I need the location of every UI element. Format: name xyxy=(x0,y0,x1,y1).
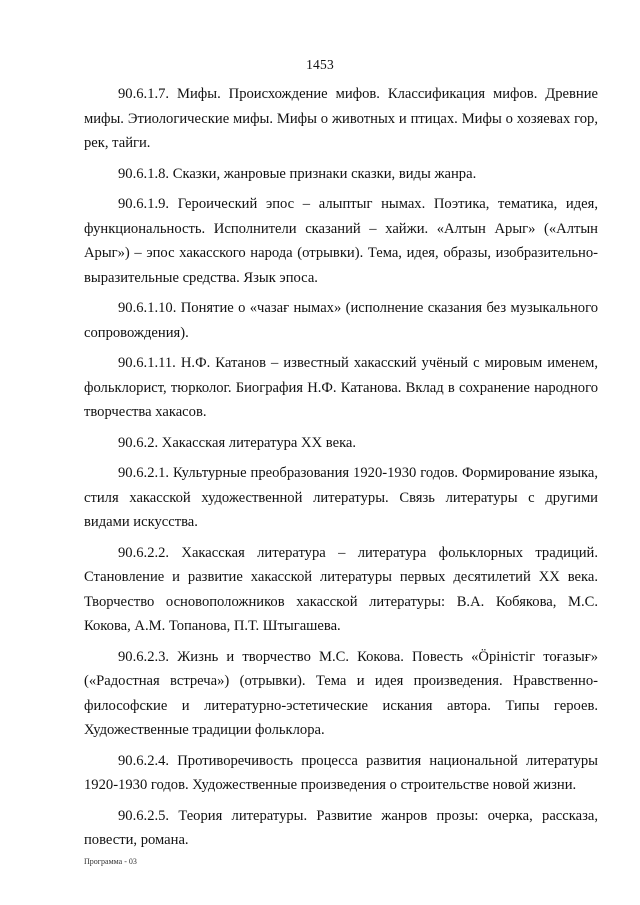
paragraph-90-6-2-4: 90.6.2.4. Противоречивость процесса развития национальной литературы 1920-1930 годов. Художественные произведения о строительстве новой жизни. xyxy=(84,752,598,793)
paragraph-90-6-2-1: 90.6.2.1. Культурные преобразования 1920-1930 годов. Формирование языка, стиля хакасской художественной литературы. Связь литературы с другими видами искусства. xyxy=(84,465,598,530)
paragraph-90-6-2: 90.6.2. Хакасская литература XX века. xyxy=(118,434,357,451)
page-footer: Программа - 03 xyxy=(84,857,137,866)
paragraph-90-6-1-8: 90.6.1.8. Сказки, жанровые признаки сказки, виды жанра. xyxy=(118,165,477,182)
paragraph-90-6-1-9: 90.6.1.9. Героический эпос – алыптыг нымах. Поэтика, тематика, идея, функциональность. Исполнители сказаний – хайжи. «Алтын Арыг» («Алтын Арыг») – эпос хакасского народа (отрывки). Тема, идея, образы, изобразительно-выразительные средства. Язык эпоса. xyxy=(84,196,598,286)
paragraph-90-6-2-5: 90.6.2.5. Теория литературы. Развитие жанров прозы: очерка, рассказа, повести, романа. xyxy=(84,807,598,848)
paragraph-90-6-2-3: 90.6.2.3. Жизнь и творчество М.С. Кокова. Повесть «Öрiнiстiг тоғазығ» («Радостная встреча») (отрывки). Тема и идея произведения. Нравственно-философские и литературно-эстетические искания автора. Типы героев. Художественные традиции фольклора. xyxy=(84,648,598,738)
paragraph-90-6-1-10: 90.6.1.10. Понятие о «чазағ нымах» (исполнение сказания без музыкального сопровождения). xyxy=(84,300,598,341)
document-body xyxy=(84,82,598,859)
paragraph-90-6-1-11: 90.6.1.11. Н.Ф. Катанов – известный хакасский учёный с мировым именем, фольклорист, тюрколог. Биография Н.Ф. Катанова. Вклад в сохранение народного творчества хакасов. xyxy=(84,355,598,420)
paragraph-90-6-1-7: 90.6.1.7. Мифы. Происхождение мифов. Классификация мифов. Древние мифы. Этиологические мифы. Мифы о животных и птицах. Мифы о хозяевах гор, рек, тайги. xyxy=(84,86,598,151)
page-number: 1453 xyxy=(306,57,334,72)
paragraph-90-6-2-2: 90.6.2.2. Хакасская литература – литература фольклорных традиций. Становление и развитие хакасской литературы первых десятилетий XX века. Творчество основоположников хакасской литературы: В.А. Кобякова, М.С. Кокова, А.М. Топанова, П.Т. Штыгашева. xyxy=(84,544,598,634)
